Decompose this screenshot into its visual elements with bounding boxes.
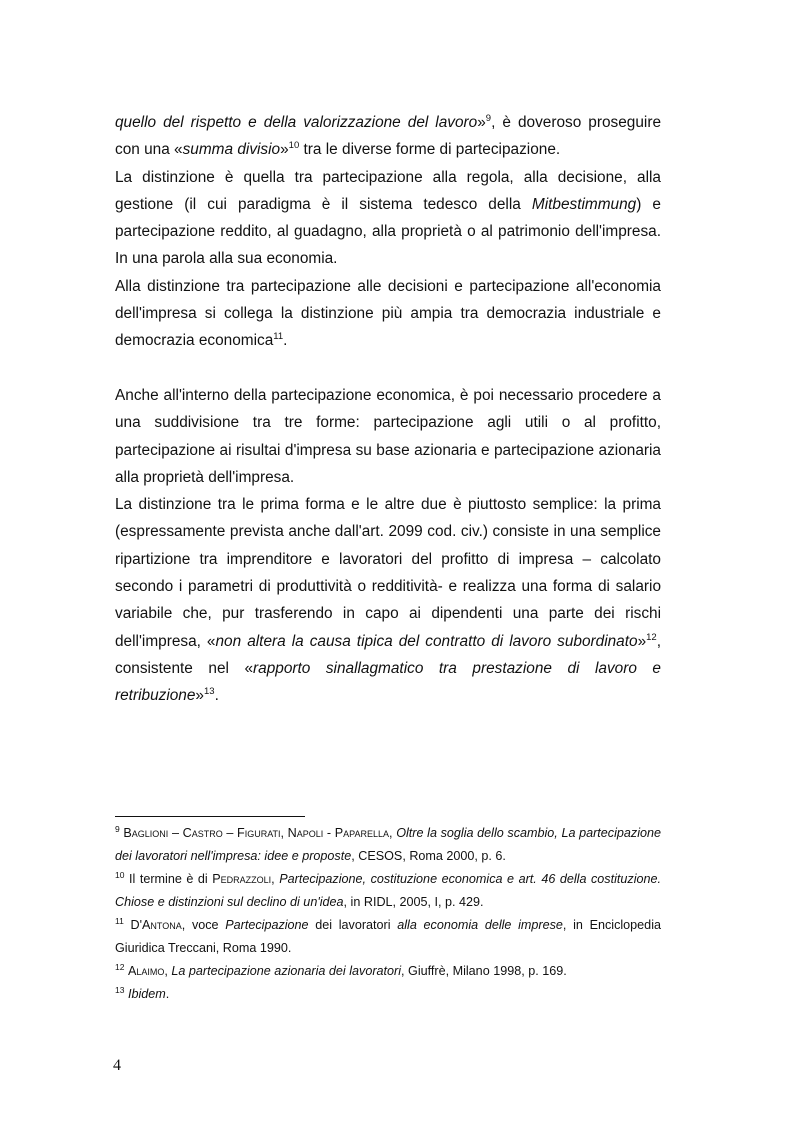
text-span: . bbox=[283, 332, 288, 350]
text-span: , Giuffrè, Milano 1998, p. 169. bbox=[401, 964, 567, 978]
text-span: » bbox=[477, 114, 486, 131]
footnote-ref[interactable]: 10 bbox=[288, 140, 300, 152]
footnote-title: La partecipazione azionaria dei lavoratori bbox=[171, 964, 402, 978]
footnote-number: 13 bbox=[115, 985, 125, 995]
footnote-separator bbox=[115, 816, 305, 817]
paragraph bbox=[115, 491, 661, 709]
text-span: . bbox=[165, 987, 170, 1001]
footnote-ref[interactable]: 13 bbox=[203, 686, 215, 698]
footnote-10 bbox=[115, 868, 661, 914]
footnote-ref[interactable]: 9 bbox=[485, 113, 492, 124]
footnote-11 bbox=[115, 914, 661, 960]
text-span: , voce bbox=[181, 918, 226, 932]
text-span: tra le diverse forme di partecipazione. bbox=[299, 141, 561, 159]
italic-span: quello del rispetto e della valorizzazione del lavoro bbox=[115, 114, 478, 131]
footnote-author: Alaimo bbox=[127, 964, 165, 978]
text-span: Il termine è di bbox=[124, 872, 213, 886]
paragraph bbox=[115, 273, 661, 355]
footnote-number: 9 bbox=[115, 824, 120, 834]
footnote-12 bbox=[115, 960, 661, 983]
footnote-ref[interactable]: 11 bbox=[273, 331, 284, 343]
text-span: , bbox=[389, 826, 397, 840]
text-span: La distinzione tra le prima forma e le altre due è piuttosto semplice: la prima (espressamente prevista anche dall'art. 2099 cod. civ.) consiste in una semplice ripartizione tra imprenditore e lavoratori del profitto di impresa – calcolato secondo i parametri di produttività o redditività- e realizza una forma di salario variabile che, pur trasferendo in capo ai dipendenti una parte dei rischi dell'impresa, « bbox=[115, 496, 661, 650]
text-span: La distinzione è quella tra partecipazione alla regola, alla decisione, alla gestione (il cui paradigma è il sistema tedesco della bbox=[115, 168, 661, 213]
footnote-title: Ibidem bbox=[127, 987, 166, 1001]
text-span: » bbox=[280, 141, 289, 159]
text-span: , è doveroso proseguire con una « bbox=[115, 114, 662, 159]
text-span: , CESOS, Roma 2000, p. 6. bbox=[351, 849, 506, 863]
text-span: , in RIDL, 2005, I, p. 429. bbox=[343, 895, 484, 909]
footnote-number: 10 bbox=[115, 870, 125, 880]
footnote-title: Partecipazione bbox=[225, 918, 309, 932]
footnote-number: 12 bbox=[115, 962, 125, 972]
text-span: ) e partecipazione reddito, al guadagno, alla proprietà o al patrimonio dell'impresa. In una parola alla sua economia. bbox=[115, 195, 661, 268]
footnote-author: Antona bbox=[142, 918, 182, 932]
text-span: . bbox=[214, 687, 219, 705]
paragraph bbox=[115, 109, 661, 164]
footnote-9 bbox=[115, 822, 661, 868]
footnote-title: Partecipazione, costituzione economica e art. 46 della costituzione. Chiose e distinzioni sul declino di un'idea bbox=[115, 872, 662, 909]
text-span: Anche all'interno della partecipazione economica, è poi necessario procedere a una suddivisione tra tre forme: partecipazione agli utili o al profitto, partecipazione ai risultai d'impresa su base azionaria e partecipazione azionaria alla proprietà dell'impresa. bbox=[115, 386, 661, 486]
footnote-number: 11 bbox=[115, 916, 124, 926]
text-span: Alla distinzione tra partecipazione alle decisioni e partecipazione all'economia dell'impresa si collega la distinzione più ampia tra democrazia industriale e democrazia economica bbox=[115, 277, 661, 350]
italic-span: non altera la causa tipica del contratto di lavoro subordinato bbox=[215, 632, 638, 650]
footnote-title: alla economia delle imprese bbox=[397, 918, 563, 932]
text-span: , in Enciclopedia Giuridica Treccani, Roma 1990. bbox=[115, 918, 661, 955]
text-span: D' bbox=[123, 918, 143, 932]
paragraph bbox=[115, 164, 661, 273]
text-span: , bbox=[164, 964, 172, 978]
paragraph bbox=[115, 382, 661, 491]
footnote-author: Pedrazzoli bbox=[212, 872, 272, 886]
italic-span: rapporto sinallagmatico tra prestazione di lavoro e retribuzione bbox=[115, 659, 661, 705]
footnote-ref[interactable]: 12 bbox=[646, 631, 657, 643]
text-span: , bbox=[271, 872, 280, 886]
main-text bbox=[115, 109, 661, 710]
italic-span: summa divisio bbox=[182, 141, 281, 159]
footnote-author: Baglioni – Castro – Figurati, Napoli - Paparella bbox=[123, 826, 390, 840]
text-span: dei lavoratori bbox=[308, 918, 398, 932]
text-span: , consistente nel « bbox=[115, 632, 661, 677]
footnote-title: Oltre la soglia dello scambio, La partecipazione dei lavoratori nell'impresa: idee e proposte bbox=[115, 826, 662, 863]
footnote-13 bbox=[115, 983, 661, 1006]
footnotes bbox=[115, 822, 661, 1006]
italic-span: Mitbestimmung bbox=[531, 195, 637, 213]
text-span: » bbox=[637, 632, 647, 650]
page-number: 4 bbox=[113, 1057, 121, 1074]
paragraph-gap bbox=[115, 355, 661, 382]
text-span: » bbox=[195, 687, 204, 705]
